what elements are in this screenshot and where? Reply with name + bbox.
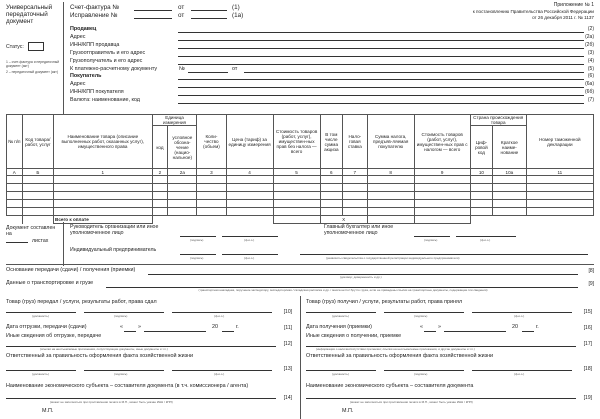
receive-info-hint: (информация о наличии/отсутствии претензии; ссылки на неотъемлемые приложения, и другие документы и т.п.) (316, 347, 475, 351)
column-index-cell: 9 (414, 169, 470, 176)
basis-num: [8] (588, 268, 594, 274)
column-index-cell: 3 (197, 169, 226, 176)
ship-entity-label: Наименование экономического субъекта – составителя документа (в т.ч. комиссионера / агента) (6, 383, 249, 389)
ship-resp-pos-hint: (должность) (32, 372, 49, 376)
col-header-country-code: Циф-ровой код (470, 126, 492, 169)
ship-stamp-mark: М.П. (42, 408, 54, 414)
seller-row-num: (6а) (585, 81, 594, 88)
correction-number-field[interactable] (134, 12, 172, 19)
total-tax-sum[interactable] (367, 216, 414, 224)
received-sign-hint: (подпись) (414, 314, 428, 318)
correction-row-num: (1а) (232, 12, 244, 19)
ship-date-label: Дата отгрузки, передачи (сдачи) (6, 324, 87, 330)
ship-resp-sign-field[interactable] (84, 364, 164, 371)
seller-row-field[interactable] (178, 58, 584, 65)
head-fio-field[interactable] (222, 230, 278, 237)
head-label: Руководитель организации или иное уполномоченное лицо (70, 224, 159, 236)
total-cost-no-tax[interactable] (273, 216, 320, 224)
doc-pages-unit: листах (32, 238, 49, 244)
received-sign-field[interactable] (384, 306, 464, 313)
seller-row-label: Грузоотправитель и его адрес (70, 49, 146, 56)
entrepreneur-fio-hint: (ф.и.о.) (244, 256, 255, 260)
receive-resp-fio-hint: (ф.и.о.) (514, 372, 525, 376)
col-header-tax-rate: Нало-говая ставка (343, 115, 368, 169)
seller-row-label: К платежно-расчетному документу (70, 65, 158, 72)
ship-year-field[interactable] (222, 325, 234, 332)
handed-position-field[interactable] (6, 306, 76, 313)
ship-day-field[interactable] (124, 325, 136, 332)
received-pos-hint: (должность) (332, 314, 349, 318)
invoice-label: Счет-фактура № (70, 4, 120, 11)
col-header-unit-code: код (152, 126, 168, 169)
receive-resp-fio-field[interactable] (472, 364, 572, 371)
handed-sign-field[interactable] (84, 306, 164, 313)
ship-info-hint: (ссылки на неотъемлемые приложения, сопутствующие документы, иные документы и т.п.) (40, 347, 168, 351)
head-sign-hint: (подпись) (190, 238, 204, 242)
ship-resp-label: Ответственный за правильность оформления факта хозяйственной жизни (6, 353, 194, 359)
handed-sign-hint: (подпись) (114, 314, 128, 318)
seller-row-num: (7) (587, 97, 594, 104)
status-field[interactable] (28, 42, 44, 51)
accountant-sign-hint: (подпись) (424, 238, 438, 242)
receive-resp-sign-field[interactable] (384, 364, 464, 371)
entrepreneur-label: Индивидуальный предприниматель (70, 247, 157, 253)
receive-resp-sign-hint: (подпись) (414, 372, 428, 376)
receive-entity-num: [19] (583, 395, 592, 401)
payment-doc-date-field[interactable] (244, 66, 584, 73)
col-header-num: № п/п (7, 115, 23, 169)
receive-info-num: [17] (583, 341, 592, 347)
column-index-cell: Б (22, 169, 53, 176)
table-row (7, 176, 594, 184)
ship-date-num: [11] (284, 325, 292, 331)
seller-row-num: (3) (587, 49, 594, 56)
payment-doc-number-field[interactable] (188, 66, 228, 73)
appendix-line-1: Приложение № 1 (553, 2, 594, 8)
ship-resp-sign-hint: (подпись) (114, 372, 128, 376)
col-header-price: Цена (тариф) за единицу измерения (226, 115, 273, 169)
col-header-unit-symbol: условное обозна-чение (нацио-нальное) (168, 126, 197, 169)
transport-hint: (транспортная накладная, поручение экспедитору, экспедиторская / складская расписка и др. / масса нетто/ брутто груза, если не приведены ссылки на транспортные документы, содержащие эти сведения) (198, 288, 488, 292)
ship-entity-num: [14] (283, 395, 292, 401)
column-index-cell: 2а (168, 169, 197, 176)
seller-row-num: (2) (587, 26, 594, 32)
basis-field[interactable] (148, 268, 578, 275)
transport-field[interactable] (106, 281, 578, 288)
column-divider (300, 296, 301, 419)
seller-row-field[interactable] (178, 34, 584, 41)
seller-row-label: ИНН/КПП продавца (70, 41, 120, 48)
column-index-cell: 2 (152, 169, 168, 176)
column-index-cell: 8 (367, 169, 414, 176)
signature-divider (63, 222, 64, 266)
ship-date-open-quote: « (120, 324, 123, 330)
invoice-from-label: от (178, 4, 185, 11)
ship-month-field[interactable] (144, 325, 206, 332)
col-header-code: Код товара/ работ, услуг (22, 115, 53, 169)
receive-info-field[interactable] (306, 340, 576, 347)
handed-fio-hint: (ф.и.о.) (214, 314, 225, 318)
basis-hint: (договор; доверенность и др.) (340, 275, 382, 279)
appendix-line-2: к постановлению Правительства Российской Федерации (472, 9, 594, 14)
head-sign-field[interactable] (180, 230, 216, 237)
seller-row-label: Покупатель (70, 73, 102, 80)
column-index-cell: 10а (493, 169, 527, 176)
total-label: Всего к оплате (54, 216, 153, 224)
ship-entity-hint: (может не заполняться при проставлении печати в М.П., может быть указан ИНН / КПП) (50, 400, 173, 404)
seller-row-num: (2б) (585, 41, 594, 48)
seller-row-label: Адрес (70, 81, 86, 88)
ship-resp-fio-field[interactable] (172, 364, 272, 371)
col-group-unit: Единица измерения (152, 115, 197, 126)
handed-pos-hint: (должность) (32, 314, 49, 318)
correction-label: Исправление № (70, 12, 118, 19)
handed-fio-field[interactable] (172, 306, 272, 313)
seller-row-field[interactable] (178, 42, 584, 49)
invoice-number-field[interactable] (134, 4, 172, 11)
invoice-row-num: (1) (232, 4, 240, 11)
entrepreneur-sign-hint: (подпись) (190, 256, 204, 260)
col-header-excise: В том числе сумма акциза (320, 115, 342, 169)
ship-year-prefix: 20 (212, 324, 218, 330)
receive-entity-field[interactable] (306, 392, 576, 399)
handed-label: Товар (груз) передал / услуги, результаты работ, права сдал (6, 299, 157, 305)
appendix-line-3: от 26 декабря 2011 г. № 1137 (532, 15, 594, 20)
received-num: [15] (583, 309, 592, 315)
col-header-cost-no-tax: Стоимость товаров (работ, услуг), имуществен-ных прав без налога — всего (273, 115, 320, 169)
receive-stamp-mark: М.П. (342, 408, 354, 414)
column-index-cell: 7 (343, 169, 368, 176)
head-fio-hint: (ф.и.о.) (244, 238, 255, 242)
ship-info-label: Иные сведения об отгрузке, передаче (6, 333, 102, 339)
receive-resp-num: [18] (583, 366, 592, 372)
total-x-mark: Х (320, 216, 367, 224)
seller-row-label: Грузополучатель и его адрес (70, 57, 143, 64)
receive-day-field[interactable] (424, 325, 436, 332)
ship-resp-num: [13] (283, 366, 292, 372)
table-row (7, 184, 594, 192)
accountant-label: Главный бухгалтер или иное уполномоченное лицо (324, 224, 394, 236)
handed-num: [10] (283, 309, 292, 315)
receive-date-label: Дата получения (приемки) (306, 324, 372, 330)
total-cost-with-tax[interactable] (414, 216, 470, 224)
ship-entity-field[interactable] (6, 392, 276, 399)
receive-date-open-quote: « (420, 324, 423, 330)
entrepreneur-reg-hint: (реквизиты свидетельства о государственной регистрации индивидуального предпринимателя) (326, 256, 460, 260)
seller-row-label: Валюта: наименование, код (70, 97, 140, 104)
seller-row-field[interactable] (178, 26, 584, 33)
ship-resp-position-field[interactable] (6, 364, 76, 371)
received-position-field[interactable] (306, 306, 376, 313)
accountant-fio-field[interactable] (456, 230, 516, 237)
seller-row-field[interactable] (178, 73, 584, 80)
seller-row-num: (6) (587, 73, 594, 80)
ship-year-suffix: г. (236, 324, 239, 330)
payment-doc-num-label: № (179, 65, 185, 72)
column-index-cell: 4 (226, 169, 273, 176)
status-note-2: 2 – передаточный документ (акт) (6, 70, 58, 74)
ship-info-num: [12] (283, 341, 292, 347)
seller-row-num: (5) (587, 65, 594, 72)
status-note-1: 1 – счет-фактура и передаточный документ (акт) (6, 60, 60, 68)
column-index-cell: 5 (273, 169, 320, 176)
col-header-name: Наименование товара (описание выполненных работ, оказанных услуг), имущественного права (54, 115, 153, 169)
ship-info-field[interactable] (6, 340, 276, 347)
seller-row-num: (2а) (585, 33, 594, 40)
payment-doc-from-label: от (232, 65, 238, 72)
left-block-divider (63, 2, 64, 114)
col-header-customs: Номер таможенной декларации (526, 115, 593, 169)
seller-row-label: Адрес (70, 33, 86, 40)
received-fio-field[interactable] (472, 306, 572, 313)
column-index-cell: 10 (470, 169, 492, 176)
total-row (7, 216, 594, 224)
correction-date-field[interactable] (191, 12, 227, 19)
basis-label: Основание передачи (сдачи) / получения (приемки) (6, 267, 136, 273)
receive-date-close-quote: » (438, 324, 441, 330)
receive-month-field[interactable] (444, 325, 506, 332)
status-label: Статус: (6, 44, 24, 50)
col-group-country: Страна происхождения товара (470, 115, 526, 126)
received-label: Товар (груз) получил / услуги, результаты работ, права принял (306, 299, 463, 305)
transport-label: Данные о транспортировке и грузе (6, 280, 94, 286)
ship-date-close-quote: » (138, 324, 141, 330)
accountant-sign-field[interactable] (414, 230, 450, 237)
col-header-qty: Коли-чество (объем) (197, 115, 226, 169)
table-row (7, 208, 594, 216)
accountant-fio-hint: (ф.и.о.) (480, 238, 491, 242)
seller-row-field[interactable] (178, 81, 584, 88)
received-fio-hint: (ф.и.о.) (514, 314, 525, 318)
correction-from-label: от (178, 12, 185, 19)
receive-year-prefix: 20 (512, 324, 518, 330)
receive-entity-label: Наименование экономического субъекта – составителя документа (306, 383, 474, 389)
document-type-title: Универсальный передаточный документ (6, 4, 53, 25)
seller-row-label: Продавец (70, 26, 97, 32)
column-index-cell: 11 (526, 169, 593, 176)
entrepreneur-reg-field[interactable] (300, 248, 588, 255)
receive-year-field[interactable] (522, 325, 534, 332)
receive-info-label: Иные сведения о получении, приемке (306, 333, 402, 339)
seller-row-label: ИНН/КПП покупателя (70, 89, 124, 96)
transport-num: [9] (588, 281, 594, 287)
receive-resp-position-field[interactable] (306, 364, 376, 371)
seller-row-num: (4) (587, 57, 594, 64)
receive-date-num: [16] (583, 325, 592, 331)
entrepreneur-sign-field[interactable] (180, 248, 216, 255)
receive-resp-label: Ответственный за правильность оформления факта хозяйственной жизни (306, 353, 494, 359)
col-header-country-name: Краткое наиме-нование (493, 126, 527, 169)
seller-row-field[interactable] (178, 89, 584, 96)
table-row (7, 200, 594, 208)
receive-year-suffix: г. (536, 324, 539, 330)
seller-row-num: (6б) (585, 89, 594, 96)
doc-pages-field[interactable] (6, 236, 28, 243)
col-header-cost-with-tax: Стоимость товаров (работ, услуг), имуществен-ных прав с налогом — всего (414, 115, 470, 169)
entrepreneur-fio-field[interactable] (222, 248, 278, 255)
table-row (7, 192, 594, 200)
column-index-cell: А (7, 169, 23, 176)
section-divider (6, 264, 594, 265)
seller-row-field[interactable] (178, 50, 584, 57)
column-index-row (7, 169, 594, 176)
goods-table (6, 114, 594, 224)
doc-pages-label: Документ составлен на (6, 225, 56, 237)
receive-entity-hint: (может не заполняться при проставлении печати в М.П., может быть указан ИНН / КПП) (350, 400, 473, 404)
invoice-date-field[interactable] (191, 4, 227, 11)
column-index-cell: 1 (54, 169, 153, 176)
seller-row-field[interactable] (178, 97, 584, 104)
column-index-cell: 6 (320, 169, 342, 176)
receive-resp-pos-hint: (должность) (332, 372, 349, 376)
ship-resp-fio-hint: (ф.и.о.) (214, 372, 225, 376)
col-header-tax-sum: Сумма налога, предъяв-ляемая покупателю (367, 115, 414, 169)
